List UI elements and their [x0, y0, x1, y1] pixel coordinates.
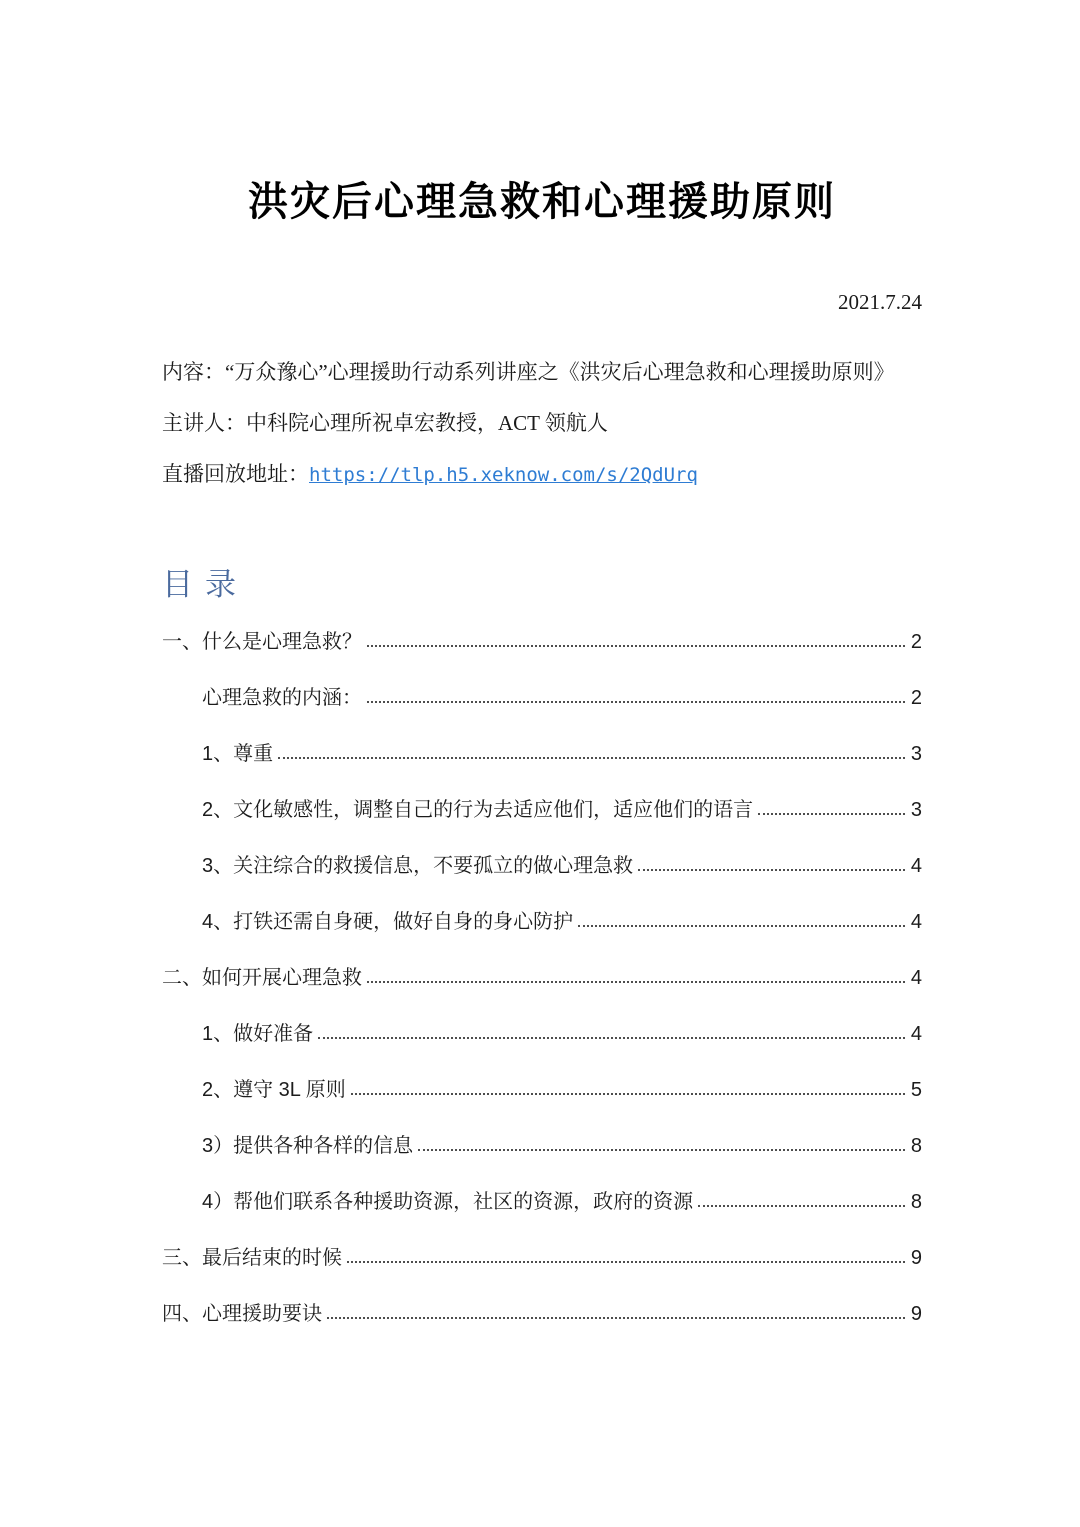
toc-dot-leader	[367, 632, 905, 647]
toc-entry-label[interactable]: 心理急救的内涵：	[202, 687, 362, 709]
toc-entry-page[interactable]: 3	[910, 743, 922, 765]
toc-entry-label[interactable]: 4、打铁还需自身硬，做好自身的身心防护	[202, 911, 574, 933]
toc-entry[interactable]	[162, 856, 922, 877]
toc-entry-page[interactable]: 3	[910, 799, 922, 821]
toc-entry-page[interactable]: 9	[910, 1247, 922, 1269]
toc-entry-page[interactable]: 8	[910, 1191, 922, 1213]
toc-entry[interactable]	[162, 1304, 922, 1325]
toc-dot-leader	[367, 968, 905, 983]
toc-dot-leader	[278, 744, 905, 759]
toc-entry-label[interactable]: 1、做好准备	[202, 1023, 314, 1045]
document-date: 2021.7.24	[838, 290, 922, 314]
document-title: 洪灾后心理急救和心理援助原则	[248, 180, 836, 224]
replay-link[interactable]: https://tlp.h5.xeknow.com/s/2QdUrq	[309, 464, 698, 486]
toc-entry[interactable]	[162, 632, 922, 653]
toc-entry-page[interactable]: 2	[910, 687, 922, 709]
toc-entry-label[interactable]: 二、如何开展心理急救	[162, 967, 362, 989]
toc-dot-leader	[698, 1192, 905, 1207]
meta-content-line: 内容：“万众豫心”心理援助行动系列讲座之《洪灾后心理急救和心理援助原则》	[162, 360, 895, 384]
toc-entry-page[interactable]: 4	[910, 967, 922, 989]
toc-dot-leader	[418, 1136, 905, 1151]
toc-entry[interactable]	[162, 1080, 922, 1101]
toc-entry-label[interactable]: 3、关注综合的救援信息，不要孤立的做心理急救	[202, 855, 634, 877]
toc-entry-label[interactable]: 2、文化敏感性，调整自己的行为去适应他们，适应他们的语言	[202, 799, 754, 821]
toc-entry-page[interactable]: 4	[910, 911, 922, 933]
toc-entry[interactable]	[162, 1248, 922, 1269]
toc-entry[interactable]	[162, 1024, 922, 1045]
toc-entry[interactable]	[162, 688, 922, 709]
toc-dot-leader	[367, 688, 905, 703]
toc-entry[interactable]	[162, 912, 922, 933]
toc-entry[interactable]	[162, 800, 922, 821]
toc-entry-label[interactable]: 3）提供各种各样的信息	[202, 1135, 414, 1157]
toc-entry-label[interactable]: 4）帮他们联系各种援助资源，社区的资源，政府的资源	[202, 1191, 694, 1213]
toc-entry-page[interactable]: 8	[910, 1135, 922, 1157]
toc-entry-label[interactable]: 1、尊重	[202, 743, 274, 765]
toc-entry-page[interactable]: 9	[910, 1303, 922, 1325]
toc-entry-label[interactable]: 四、心理援助要诀	[162, 1303, 322, 1325]
toc-entry[interactable]	[162, 968, 922, 989]
toc-entry-page[interactable]: 5	[910, 1079, 922, 1101]
toc	[162, 632, 922, 1325]
toc-entry-page[interactable]: 4	[910, 855, 922, 877]
toc-dot-leader	[351, 1080, 905, 1095]
toc-dot-leader	[318, 1024, 905, 1039]
toc-dot-leader	[758, 800, 905, 815]
toc-heading: 目录	[162, 567, 248, 602]
toc-dot-leader	[347, 1248, 905, 1263]
replay-label: 直播回放地址：	[162, 462, 309, 486]
toc-entry[interactable]	[162, 744, 922, 765]
toc-entry-page[interactable]: 4	[910, 1023, 922, 1045]
toc-entry[interactable]	[162, 1136, 922, 1157]
toc-entry-label[interactable]: 2、遵守 3L 原则	[202, 1079, 346, 1101]
toc-entry-label[interactable]: 一、什么是心理急救？	[162, 631, 362, 653]
toc-dot-leader	[578, 912, 905, 927]
toc-entry-page[interactable]: 2	[910, 631, 922, 653]
meta-replay-line	[162, 464, 922, 486]
toc-entry-label[interactable]: 三、最后结束的时候	[162, 1247, 342, 1269]
toc-entry[interactable]	[162, 1192, 922, 1213]
toc-dot-leader	[638, 856, 905, 871]
meta-speaker-line: 主讲人：中科院心理所祝卓宏教授，ACT 领航人	[162, 411, 608, 435]
toc-dot-leader	[327, 1304, 905, 1319]
